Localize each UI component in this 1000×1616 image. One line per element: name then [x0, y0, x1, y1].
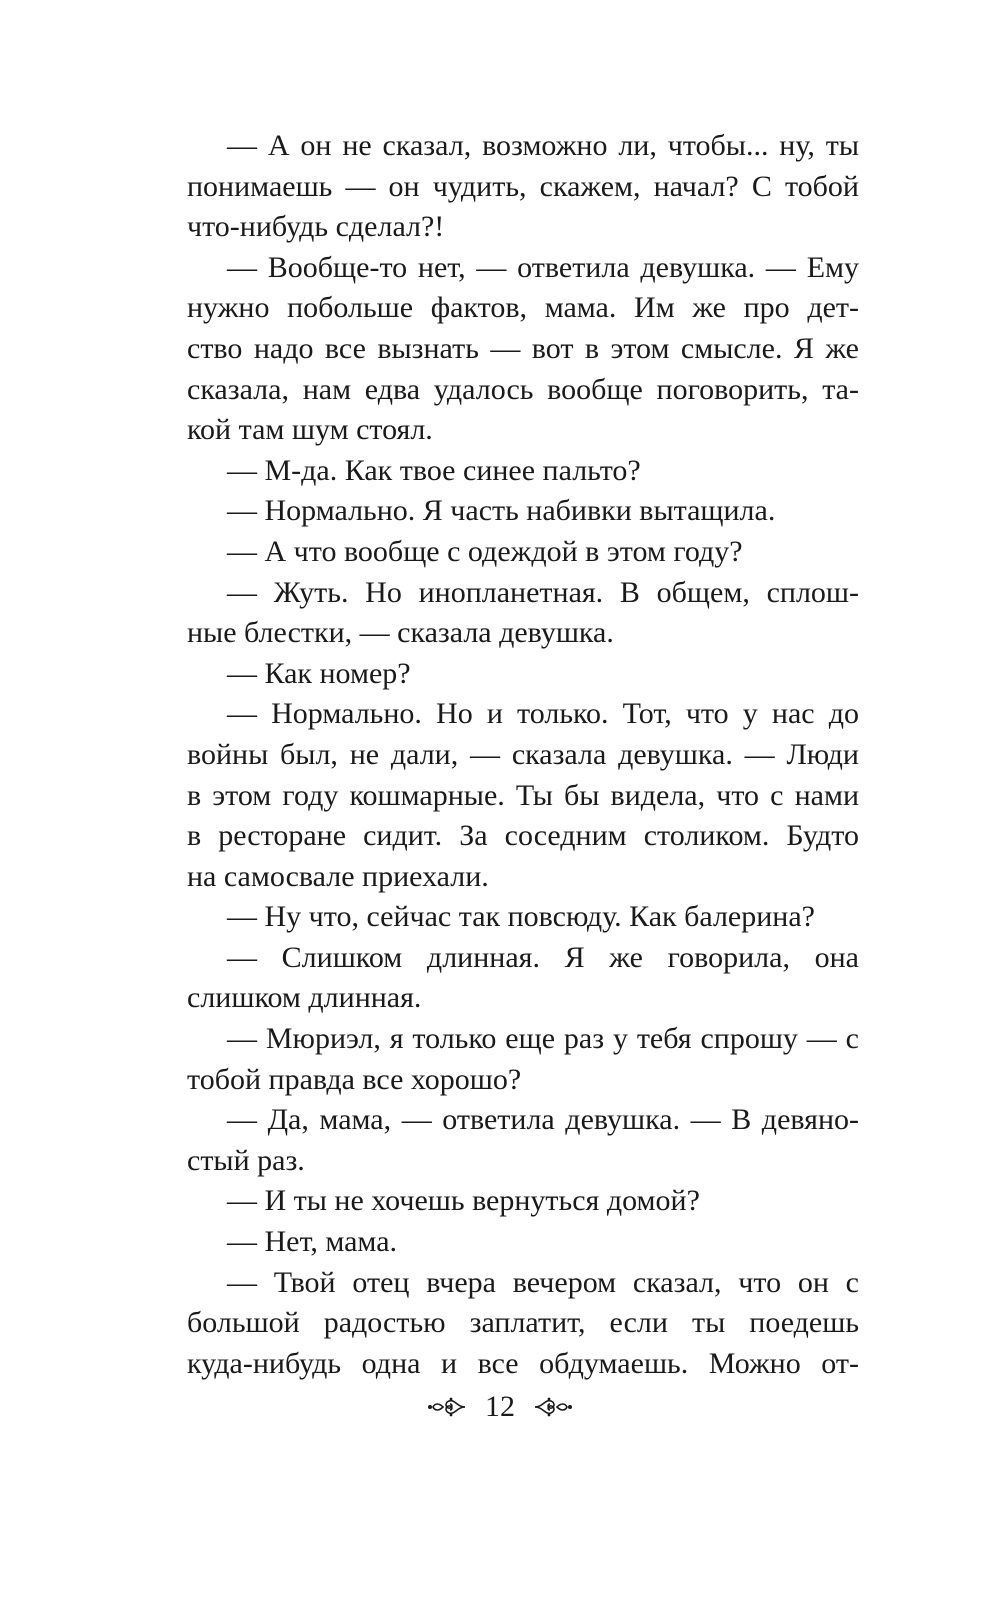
- text-line: — Мюриэл, я только еще раз у тебя спрошу — с: [227, 1022, 859, 1056]
- text-line: войны был, не дали, — сказала девушка. — Люди: [187, 737, 859, 771]
- text-line: — Вообще-то нет, — ответила девушка. — Ему: [227, 250, 859, 284]
- text-line: сказала, нам едва удалось вообще поговорить, та-: [187, 372, 859, 406]
- text-line: — М-да. Как твое синее пальто?: [227, 453, 641, 487]
- text-line: — Как номер?: [227, 656, 411, 690]
- text-line: ство надо все вызнать — вот в этом смысле. Я же: [187, 331, 859, 365]
- text-line: в этом году кошмарные. Ты бы видела, что с нами: [187, 778, 859, 812]
- text-line: на самосвале приехали.: [187, 859, 489, 893]
- text-line: ные блестки, — сказала девушка.: [187, 616, 614, 650]
- text-line: — И ты не хочешь вернуться домой?: [227, 1184, 700, 1218]
- text-line: — Да, мама, — ответила девушка. — В девяно-: [227, 1103, 859, 1137]
- flourish-left-icon: [427, 1395, 467, 1419]
- text-line: — Нормально. Но и только. Тот, что у нас до: [227, 697, 859, 731]
- text-line: в ресторане сидит. За соседним столиком. Будто: [187, 819, 859, 853]
- text-line: понимаешь — он чудить, скажем, начал? С тобой: [187, 169, 859, 203]
- text-line: — Нет, мама.: [227, 1225, 398, 1259]
- text-line: — Твой отец вчера вечером сказал, что он с: [227, 1265, 859, 1299]
- text-line: тобой правда все хорошо?: [187, 1062, 522, 1096]
- text-line: слишком длинная.: [187, 981, 422, 1015]
- page-number: 12: [485, 1390, 515, 1423]
- text-line: — А он не сказал, возможно ли, чтобы... ну, ты: [227, 129, 859, 162]
- page-footer: [0, 1390, 1000, 1424]
- text-line: — Нормально. Я часть набивки вытащила.: [227, 494, 776, 528]
- text-line: — Жуть. Но инопланетная. В общем, сплош-: [227, 575, 859, 609]
- text-line: стый раз.: [187, 1143, 305, 1177]
- flourish-right-icon: [533, 1395, 573, 1419]
- text-line: куда-нибудь одна и все обдумаешь. Можно от-: [187, 1346, 859, 1380]
- text-line: нужно побольше фактов, мама. Им же про дет-: [187, 291, 859, 325]
- text-line: — А что вообще с одеждой в этом году?: [227, 534, 743, 568]
- text-line: — Слишком длинная. Я же говорила, она: [227, 940, 859, 974]
- body-text: [187, 126, 859, 1384]
- text-line: — Ну что, сейчас так повсюду. Как балерина?: [227, 900, 815, 934]
- text-line: кой там шум стоял.: [187, 413, 433, 447]
- text-line: что-нибудь сделал?!: [187, 210, 445, 244]
- text-line: большой радостью заплатит, если ты поедешь: [187, 1306, 859, 1340]
